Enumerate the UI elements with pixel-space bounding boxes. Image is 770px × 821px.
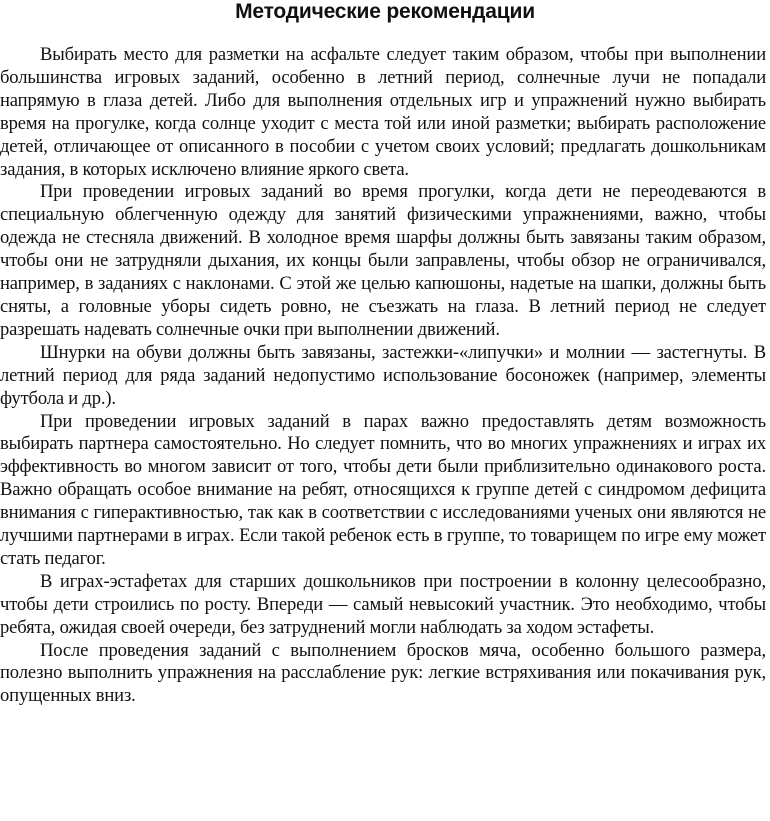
body-text [0,44,766,708]
page-title: Методические рекомендации [235,0,535,23]
paragraph-1: Выбирать место для разметки на асфальте следует таким образом, чтобы при выполнении большинства игровых заданий, особенно в летний период, солнечные лучи не попадали напрямую в глаза детей. Либо для выполнения отдельных игр и упражнений нужно выбирать время на прогулке, когда солнце уходит с места той или иной разметки; выбирать расположение детей, отличающее от описанного в пособии с учетом своих условий; предлагать дошкольникам задания, в которых исключено влияние яркого света. [0,44,766,180]
paragraph-4: При проведении игровых заданий в парах важно предоставлять детям возможность выбирать партнера самостоятельно. Но следует помнить, что во многих упражнениях и играх их эффективность во многом зависит от того, чтобы дети были приблизительно одинакового роста. Важно обращать особое внимание на ребят, относящихся к группе детей с синдромом дефицита внимания с гиперактивностью, так как в соответствии с исследованиями ученых они являются не лучшими партнерами в играх. Если такой ребенок есть в группе, то товарищем по игре ему может стать педагог. [0,410,766,569]
paragraph-5: В играх-эстафетах для старших дошкольников при построении в колонну целесообразно, чтобы дети строились по росту. Впереди — самый невысокий участник. Это необходимо, чтобы ребята, ожидая своей очереди, без затруднений могли наблюдать за ходом эстафеты. [0,570,766,638]
paragraph-2: При проведении игровых заданий во время прогулки, когда дети не переодеваются в специальную облегченную одежду для занятий физическими упражнениями, важно, чтобы одежда не стесняла движений. В холодное время шарфы должны быть завязаны таким образом, чтобы они не затрудняли дыхания, их концы были заправлены, чтобы обзор не ограничивался, например, в заданиях с наклонами. С этой же целью капюшоны, надетые на шапки, должны быть сняты, а головные уборы сидеть ровно, не съезжать на глаза. В летний период не следует разрешать надевать солнечные очки при выполнении движений. [0,181,766,340]
paragraph-6: После проведения заданий с выполнением бросков мяча, особенно большого размера, полезно выполнить упражнения на расслабление рук: легкие встряхивания или покачивания рук, опущенных вниз. [0,639,766,707]
paragraph-3: Шнурки на обуви должны быть завязаны, застежки-«липучки» и молнии — застегнуты. В летний период для ряда заданий недопустимо использование босоножек (например, элементы футбола и др.). [0,341,766,409]
